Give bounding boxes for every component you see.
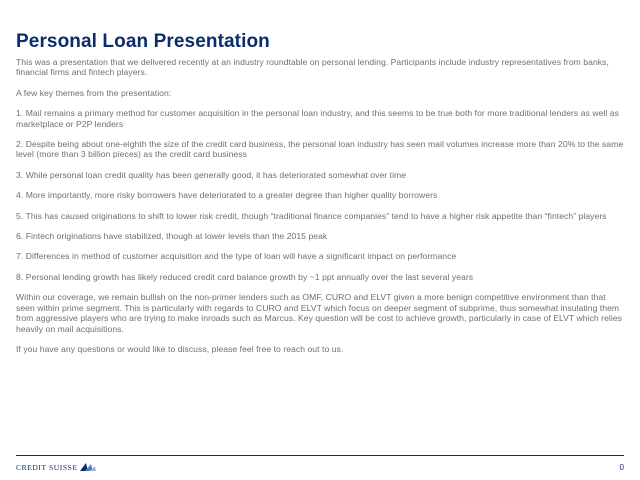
theme-point-1: 1. Mail remains a primary method for customer acquisition in the personal loan industry, and this seems to be true both for more traditional lenders as well as marketplace or P2P lenders — [16, 108, 619, 129]
credit-suisse-logo — [16, 460, 97, 474]
slide-title: Personal Loan Presentation — [16, 31, 270, 52]
slide-body — [16, 57, 624, 364]
theme-point-3: 3. While personal loan credit quality has been generally good, it has deteriorated somewhat over time — [16, 169, 407, 180]
sails-logo-icon — [79, 461, 97, 473]
intro-paragraph: This was a presentation that we delivered recently at an industry roundtable on personal lending. Participants include industry representatives from banks, financial firms and fintech players. — [16, 57, 609, 78]
closing-paragraph: If you have any questions or would like to discuss, please feel free to reach out to us. — [16, 343, 344, 354]
page-number: 0 — [619, 463, 624, 472]
theme-point-4: 4. More importantly, more risky borrowers have deteriorated to a greater degree than higher quality borrowers — [16, 190, 438, 201]
theme-point-5: 5. This has caused originations to shift to lower risk credit, though “traditional finance companies” tend to have a higher risk appetite than “fintech” players — [16, 210, 607, 221]
coverage-paragraph: Within our coverage, we remain bullish on the non-primer lenders such as OMF, CURO and ELVT given a more benign competitive environment than that seen within prime segment. This is particularly with regards to CURO and ELVT which focus on deeper segment of subprime, thus somewhat insulating them from aggressive players who are trying to make inroads such as Marcus. Key question will be cost to achieve growth, particularly in case of ELVT which relies heavily on mail acquisitions. — [16, 292, 623, 334]
footer-divider — [16, 455, 624, 456]
themes-intro: A few key themes from the presentation: — [16, 87, 172, 98]
theme-point-7: 7. Differences in method of customer acquisition and the type of loan will have a significant impact on performance — [16, 251, 457, 262]
theme-point-6: 6. Fintech originations have stabilized, though at lower levels than the 2015 peak — [16, 231, 328, 242]
theme-point-8: 8. Personal lending growth has likely reduced credit card balance growth by ~1 ppt annually over the last several years — [16, 271, 474, 282]
theme-point-2: 2. Despite being about one-eighth the size of the credit card business, the personal loan industry has seen mail volumes increase more than 20% to the same level (more than 3 billion pieces) as the credit card business — [16, 139, 624, 160]
logo-wordmark: CREDIT SUISSE — [16, 462, 78, 472]
